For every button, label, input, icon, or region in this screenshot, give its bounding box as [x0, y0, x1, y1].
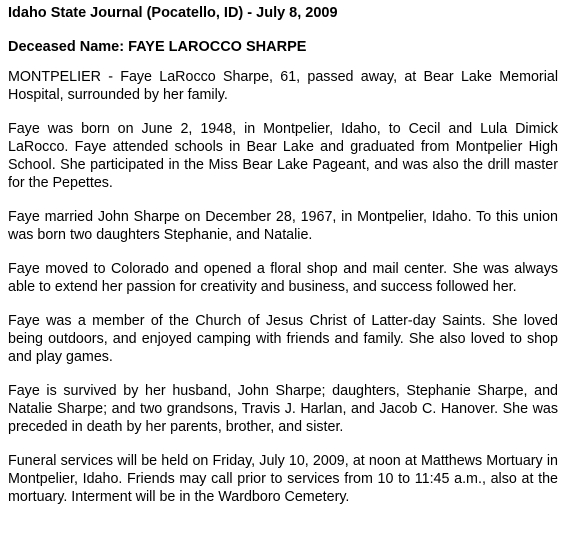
paragraph-early-life: Faye was born on June 2, 1948, in Montpelier, Idaho, to Cecil and Lula Dimick LaRocco. Faye attended schools in Bear Lake and graduated from Montpelier High School. She participated in the Miss Bear Lake Pageant, and was also the drill master for the Pepettes.	[8, 121, 558, 191]
deceased-name-heading: Deceased Name: FAYE LAROCCO SHARPE	[8, 39, 307, 55]
obituary-document	[8, 4, 558, 522]
paragraph-survivors: Faye is survived by her husband, John Sharpe; daughters, Stephanie Sharpe, and Natalie Sharpe; and two grandsons, Travis J. Harlan, and Jacob C. Hanover. She was preceded in death by her parents, brother, and sister.	[8, 383, 558, 435]
paragraph-marriage: Faye married John Sharpe on December 28, 1967, in Montpelier, Idaho. To this union was born two daughters Stephanie, and Natalie.	[8, 209, 558, 243]
paragraph-church: Faye was a member of the Church of Jesus Christ of Latter-day Saints. She loved being outdoors, and enjoyed camping with friends and family. She also loved to shop and play games.	[8, 313, 558, 365]
paragraph-career: Faye moved to Colorado and opened a floral shop and mail center. She was always able to extend her passion for creativity and business, and success followed her.	[8, 261, 558, 295]
newspaper-source-heading: Idaho State Journal (Pocatello, ID) - July 8, 2009	[8, 5, 338, 21]
paragraph-intro: MONTPELIER - Faye LaRocco Sharpe, 61, passed away, at Bear Lake Memorial Hospital, surrounded by her family.	[8, 69, 558, 103]
paragraph-services: Funeral services will be held on Friday, July 10, 2009, at noon at Matthews Mortuary in Montpelier, Idaho. Friends may call prior to services from 10 to 11:45 a.m., also at the mortuary. Interment will be in the Wardboro Cemetery.	[8, 453, 558, 505]
